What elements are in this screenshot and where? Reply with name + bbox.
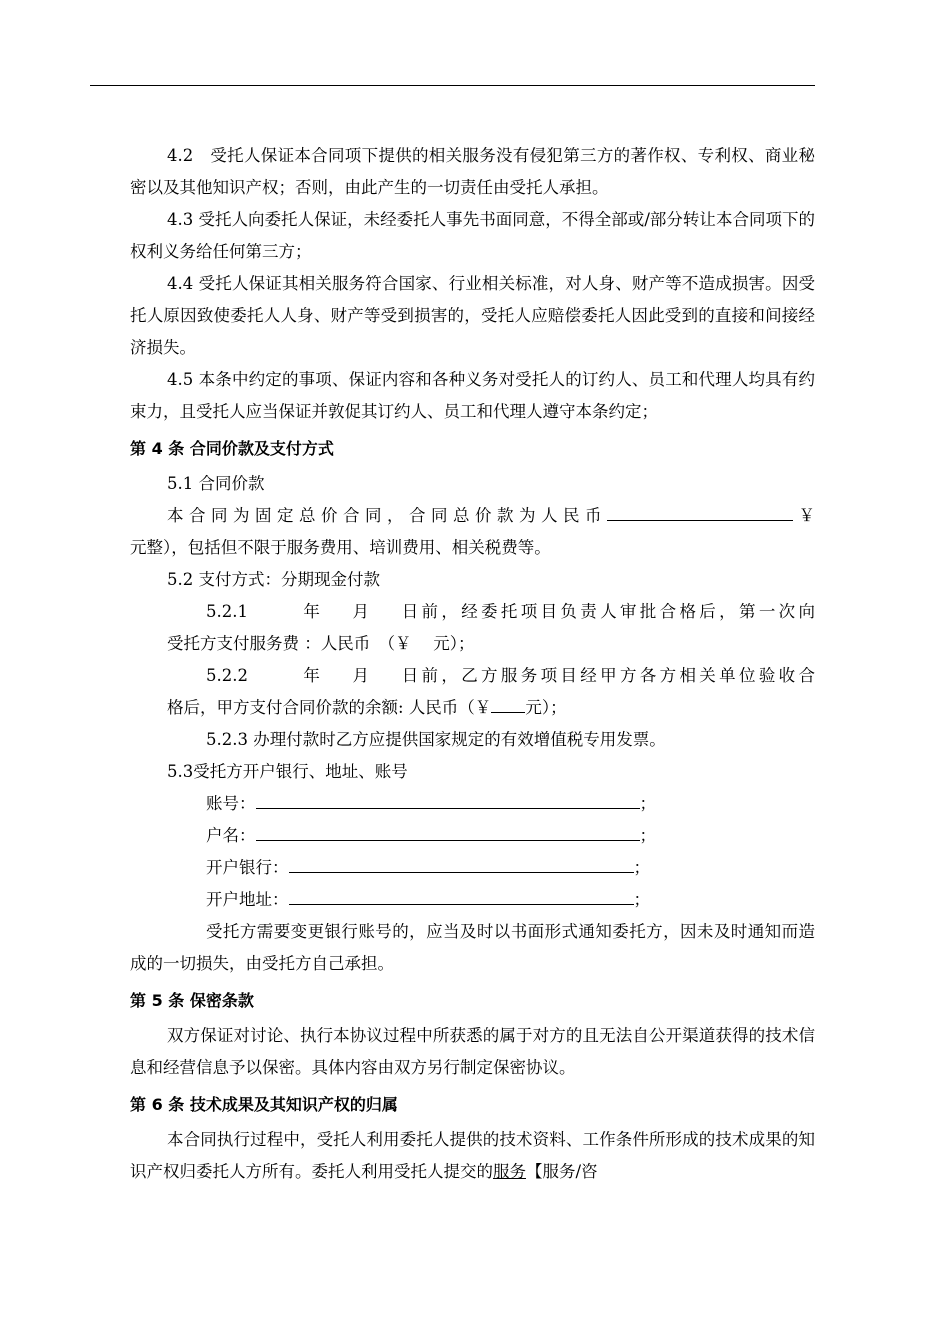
balance-blank bbox=[491, 694, 525, 713]
clause-5-1-price-cont: 元整），包括但不限于服务费用、培训费用、相关税费等。 bbox=[130, 538, 551, 557]
month-label: 月 bbox=[349, 602, 373, 621]
clause-4-2: 4.2 受托人保证本合同项下提供的相关服务没有侵犯第三方的著作权、专利权、商业秘密以及其他知识产权；否则，由此产生的一切责任由受托人承担。 bbox=[130, 146, 815, 197]
field-end: ； bbox=[633, 858, 650, 877]
ip-text: 本合同执行过程中，受托人利用委托人提供的技术资料、工作条件所形成的技术成果的知识产权归委托人方所有。委托人利用受托人提交的 bbox=[130, 1130, 815, 1181]
clause-5-2-2 bbox=[130, 660, 815, 692]
account-field bbox=[130, 788, 815, 820]
clause-5-2-1-text: 日前，经委托项目负责人审批合格后，第一次向 bbox=[398, 602, 816, 621]
year-label: 年 bbox=[299, 602, 324, 621]
account-name-field bbox=[130, 820, 815, 852]
heading-article-5: 第 5 条 保密条款 bbox=[130, 991, 254, 1010]
balance-text: 格后，甲方支付合同价款的余额: 人民币（￥ bbox=[167, 698, 492, 717]
address-line bbox=[289, 884, 634, 905]
yuan-sign: ￥ bbox=[793, 506, 815, 525]
clause-5-2-2-num: 5.2.2 bbox=[206, 666, 248, 685]
clause-5-2: 5.2 支付方式：分期现金付款 bbox=[167, 570, 380, 589]
bank-field bbox=[130, 852, 815, 884]
clause-5-2-2-cont bbox=[130, 692, 815, 724]
ip-clause bbox=[130, 1124, 815, 1188]
clause-4-3: 4.3 受托人向委托人保证，未经委托人事先书面同意，不得全部或/部分转让本合同项下的权利义务给任何第三方； bbox=[130, 210, 815, 261]
field-end: ； bbox=[633, 890, 650, 909]
account-label: 账号： bbox=[206, 794, 256, 813]
ip-text-end: 【服务/咨 bbox=[526, 1162, 598, 1181]
heading-article-6: 第 6 条 技术成果及其知识产权的归属 bbox=[130, 1095, 398, 1114]
year-label: 年 bbox=[299, 666, 324, 685]
price-blank bbox=[607, 502, 793, 521]
address-field bbox=[130, 884, 815, 916]
address-label: 开户地址： bbox=[206, 890, 289, 909]
ip-underlined: 服务 bbox=[493, 1162, 526, 1181]
bank-change-note: 受托方需要变更银行账号的，应当及时以书面形式通知委托方，因未及时通知而造成的一切损失，由受托方自己承担。 bbox=[130, 922, 815, 973]
clause-5-2-1 bbox=[130, 596, 815, 628]
clause-5-2-3: 5.2.3 办理付款时乙方应提供国家规定的有效增值税专用发票。 bbox=[206, 730, 666, 749]
clause-5-2-1-num: 5.2.1 bbox=[206, 602, 248, 621]
field-end: ； bbox=[639, 826, 656, 845]
bank-line bbox=[289, 852, 634, 873]
document-body bbox=[130, 140, 815, 1188]
clause-5-1: 5.1 合同价款 bbox=[167, 474, 265, 493]
field-end: ； bbox=[639, 794, 656, 813]
balance-end: 元）； bbox=[525, 698, 567, 717]
clause-5-2-2-text: 日前，乙方服务项目经甲方各方相关单位验收合 bbox=[398, 666, 816, 685]
account-name-label: 户名： bbox=[206, 826, 256, 845]
price-text: 本合同为固定总价合同，合同总价款为人民币 bbox=[167, 506, 607, 525]
month-label: 月 bbox=[349, 666, 373, 685]
clause-5-1-price-line bbox=[130, 500, 815, 532]
clause-4-4: 4.4 受托人保证其相关服务符合国家、行业相关标准，对人身、财产等不造成损害。因受托人原因致使委托人人身、财产等受到损害的，受托人应赔偿委托人因此受到的直接和间接经济损失。 bbox=[130, 274, 815, 357]
confidentiality-clause: 双方保证对讨论、执行本协议过程中所获悉的属于对方的且无法自公开渠道获得的技术信息和经营信息予以保密。具体内容由双方另行制定保密协议。 bbox=[130, 1026, 815, 1077]
clause-5-3: 5.3受托方开户银行、地址、账号 bbox=[167, 762, 408, 781]
bank-label: 开户银行： bbox=[206, 858, 289, 877]
account-line bbox=[256, 788, 640, 809]
clause-5-2-1-cont: 受托方支付服务费 ：人民币 （￥ 元）； bbox=[167, 634, 475, 653]
account-name-line bbox=[256, 820, 640, 841]
clause-4-5: 4.5 本条中约定的事项、保证内容和各种义务对受托人的订约人、员工和代理人均具有约束力，且受托人应当保证并敦促其订约人、员工和代理人遵守本条约定； bbox=[130, 370, 815, 421]
heading-article-4: 第 4 条 合同价款及支付方式 bbox=[130, 439, 334, 458]
header-rule bbox=[90, 85, 815, 86]
